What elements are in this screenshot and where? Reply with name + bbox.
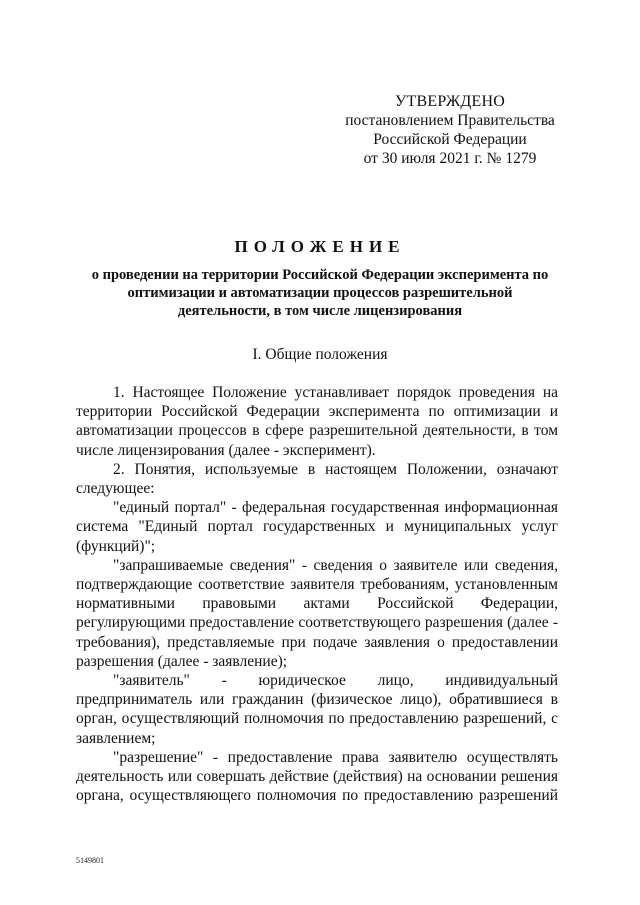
document-title: ПОЛОЖЕНИЕ xyxy=(234,237,406,256)
section-heading: I. Общие положения xyxy=(252,346,388,363)
paragraph-1: 1. Настоящее Положение устанавливает порядок проведения на территории Российской Федерации эксперимента по оптимизации и автоматизации процессов в сфере разрешительной деятельности, в том числе лицензирования (далее - эксперимент). xyxy=(76,384,558,459)
approval-line-1: постановлением Правительства xyxy=(345,112,555,129)
paragraph-4: "запрашиваемые сведения" - сведения о заявителе или сведения, подтверждающие соответствие заявителя требованиям, установленным нормативными правовыми актами Российской Федерации, регулирующими предоставление соответствующего разрешения (далее - требования), представляемые при подаче заявления о предоставлении разрешения (далее - заявление); xyxy=(76,556,558,670)
approval-line-3: от 30 июля 2021 г. № 1279 xyxy=(363,150,537,167)
paragraph-2: 2. Понятия, используемые в настоящем Положении, означают следующее: xyxy=(76,460,558,498)
approval-block xyxy=(330,92,570,168)
document-subtitle: о проведении на территории Российской Федерации эксперимента по оптимизации и автоматизации процессов разрешительной деятельности, в том числе лицензирования xyxy=(91,267,549,319)
paragraph-3: "единый портал" - федеральная государственная информационная система "Единый портал государственных и муниципальных услуг (функций)"; xyxy=(76,499,558,555)
approval-heading: УТВЕРЖДЕНО xyxy=(394,93,505,110)
document-body xyxy=(76,383,558,805)
approval-line-2: Российской Федерации xyxy=(373,131,527,148)
document-code: 5149801 xyxy=(76,856,104,865)
paragraph-6: "разрешение" - предоставление права заявителю осуществлять деятельность или совершать действие (действия) на основании решения органа, осуществляющего полномочия по предоставлению разрешений xyxy=(76,748,558,805)
paragraph-5: "заявитель" - юридическое лицо, индивидуальный предприниматель или гражданин (физическое лицо), обратившиеся в орган, осуществляющий полномочия по предоставлению разрешений, с заявлением; xyxy=(76,672,558,747)
